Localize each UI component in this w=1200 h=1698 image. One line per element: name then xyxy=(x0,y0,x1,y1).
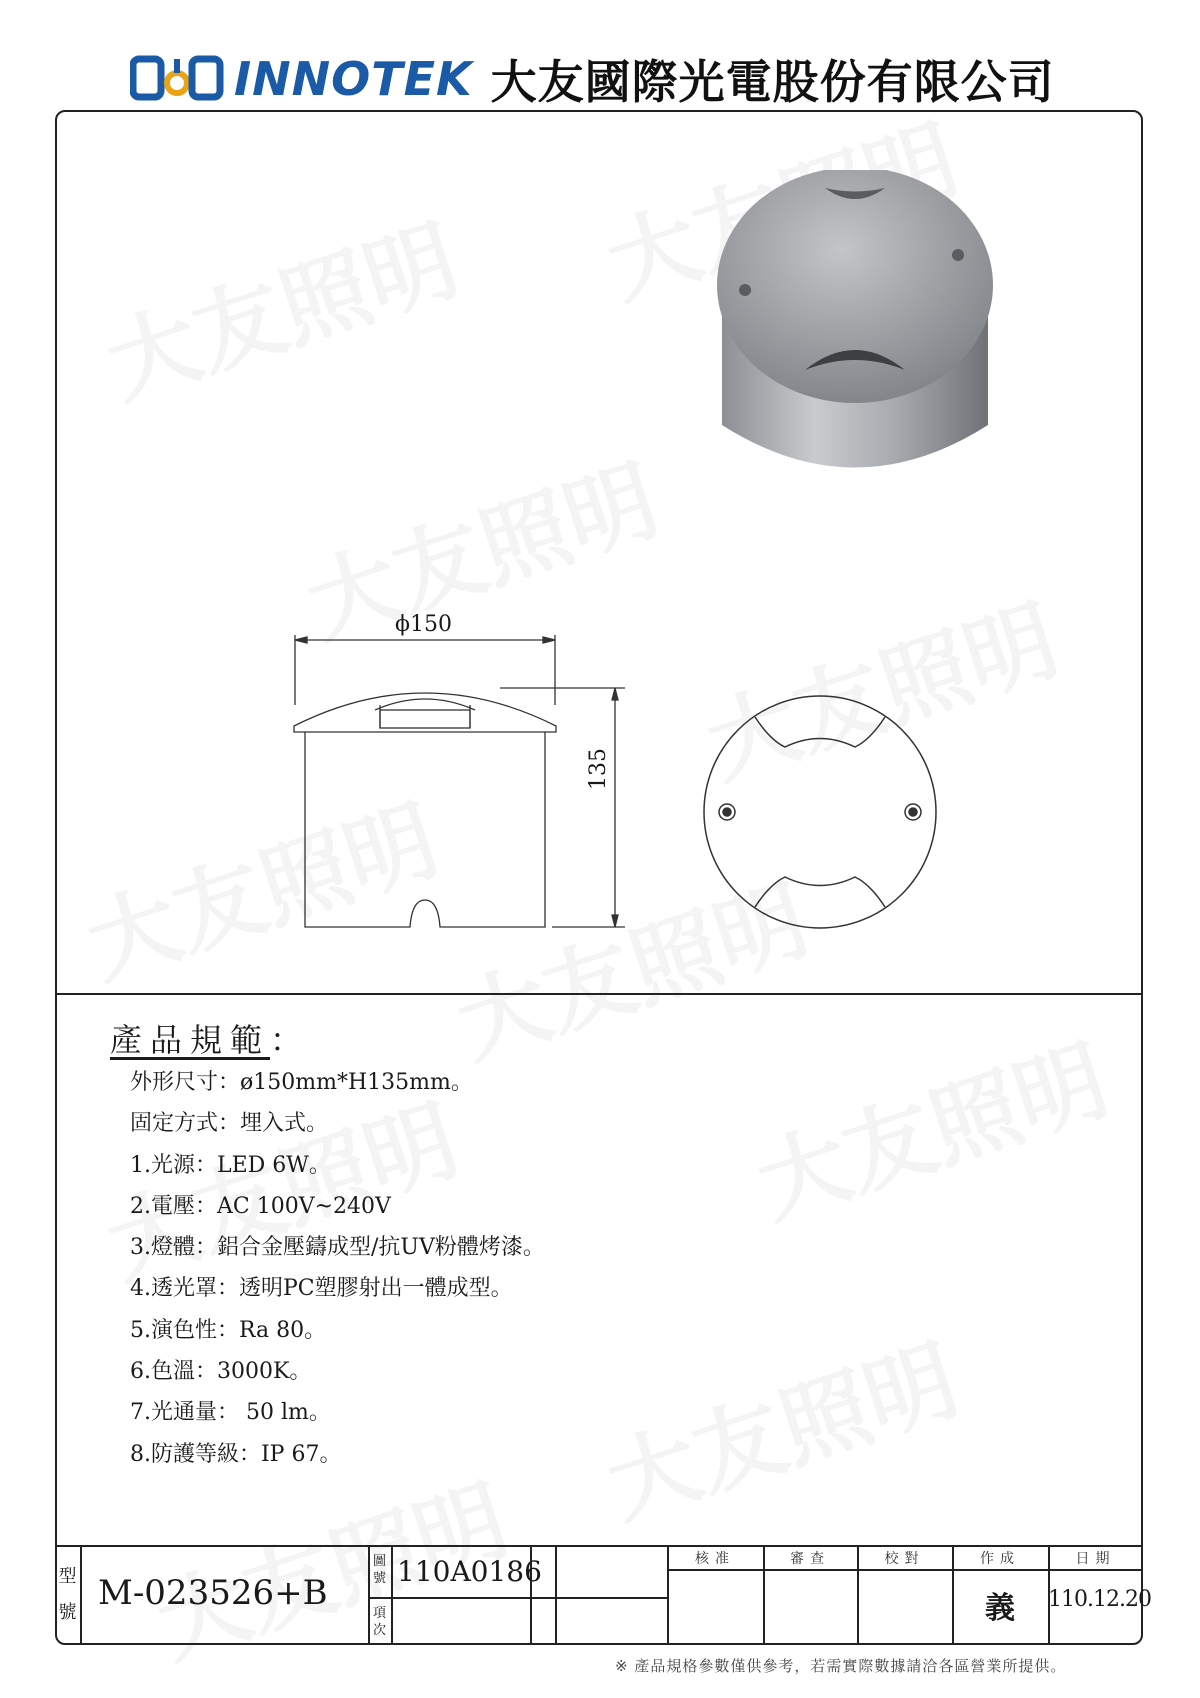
section-divider xyxy=(55,993,1143,995)
check-header: 校對 xyxy=(884,1551,925,1567)
title-block xyxy=(55,1545,1151,1645)
spec-item: 6.色溫：3000K。 xyxy=(130,1359,312,1385)
spec-item: 1.光源：LED 6W。 xyxy=(130,1152,331,1178)
drawing-no-label-bottom: 號 xyxy=(372,1571,386,1586)
spec-item: 固定方式：埋入式。 xyxy=(130,1111,329,1137)
top-view-drawing xyxy=(700,695,940,930)
spec-title-colon: ： xyxy=(270,1021,311,1059)
spec-item: 7.光通量： 50 lm。 xyxy=(130,1400,331,1426)
model-number: M-023526+B xyxy=(98,1573,328,1613)
drawing-no-label-top: 圖 xyxy=(372,1554,386,1569)
footer-note: ※ 產品規格參數僅供參考，若需實際數據請洽各區營業所提供。 xyxy=(615,1657,1067,1675)
spec-list xyxy=(130,1062,545,1475)
model-label xyxy=(55,1559,80,1631)
spec-item: 2.電壓：AC 100V~240V xyxy=(130,1193,391,1219)
model-label-top: 型 xyxy=(58,1566,77,1587)
page-header xyxy=(130,48,1090,110)
item-label-top: 項 xyxy=(372,1606,386,1621)
model-label-bottom: 號 xyxy=(58,1602,77,1623)
spec-item: 8.防護等級：IP 67。 xyxy=(130,1441,342,1467)
spec-item: 4.透光罩：透明PC塑膠射出一體成型。 xyxy=(130,1276,513,1302)
brand-name: INNOTEK xyxy=(234,52,473,106)
spec-item: 外形尺寸：ø150mm*H135mm。 xyxy=(130,1070,473,1095)
product-image xyxy=(700,170,1010,520)
approve-header: 核准 xyxy=(695,1551,735,1567)
drawing-number: 110A0186 xyxy=(397,1555,542,1588)
made-by-value: 義 xyxy=(985,1591,1015,1626)
made-by-header: 作成 xyxy=(980,1551,1020,1567)
drawing-no-label xyxy=(368,1553,391,1587)
spec-item: 3.燈體：鋁合金壓鑄成型/抗UV粉體烤漆。 xyxy=(130,1235,545,1261)
spec-title-text: 產品規範 xyxy=(110,1021,271,1059)
height-dimension-label: 135 xyxy=(586,748,611,790)
review-header: 審查 xyxy=(790,1551,830,1567)
spec-item: 5.演色性：Ra 80。 xyxy=(130,1317,327,1343)
company-name: 大友國際光電股份有限公司 xyxy=(490,55,1055,109)
date-header: 日期 xyxy=(1075,1551,1116,1567)
spec-title xyxy=(110,1015,310,1061)
date-value: 110.12.20 xyxy=(1048,1587,1151,1612)
item-label xyxy=(368,1605,391,1639)
item-label-bottom: 次 xyxy=(372,1623,386,1638)
diameter-dimension-label: ϕ150 xyxy=(395,612,452,637)
innotek-logo-icon xyxy=(130,53,224,105)
